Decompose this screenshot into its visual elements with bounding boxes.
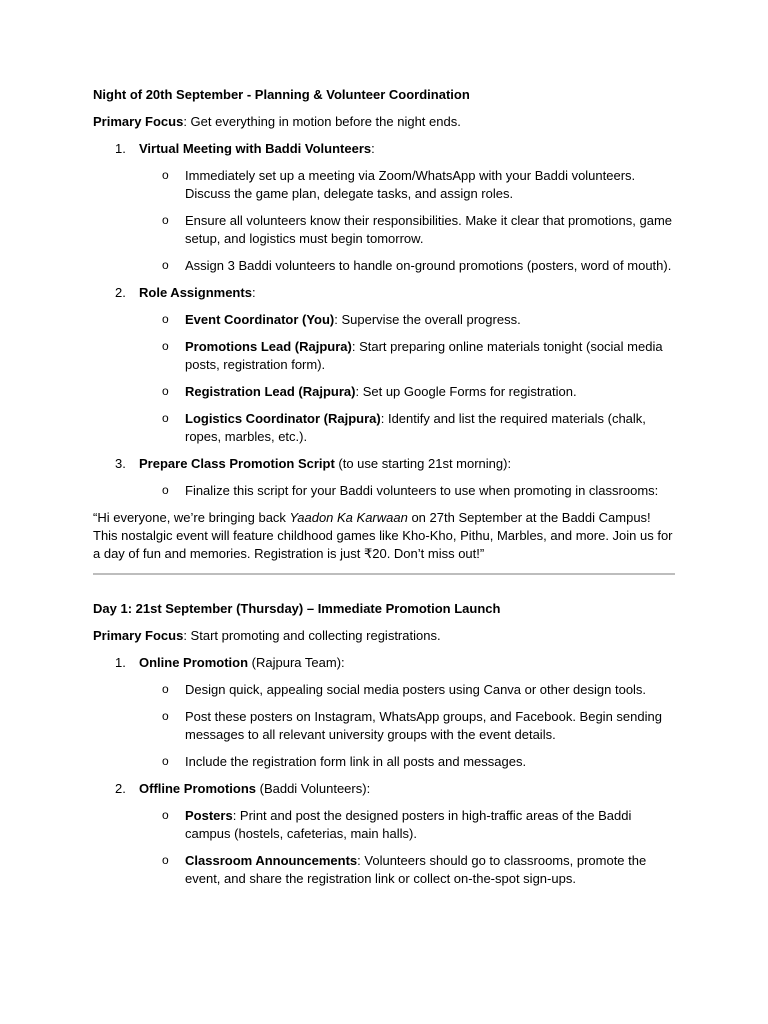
item-title: Offline Promotions [139, 781, 256, 796]
document-page [93, 86, 675, 897]
bullet-list [139, 482, 675, 500]
bullet-text: : Supervise the overall progress. [334, 312, 521, 327]
bullet-item [139, 753, 675, 771]
circle-bullet-icon: o [162, 168, 169, 182]
bullet-item [139, 681, 675, 699]
bullet-item [139, 257, 675, 275]
bullet-text: Ensure all volunteers know their responsibilities. Make it clear that promotions, game setup, and logistics must begin tomorrow. [185, 213, 673, 246]
item-title-suffix: (Rajpura Team): [248, 655, 345, 670]
item-title: Prepare Class Promotion Script [139, 456, 335, 471]
item-number: 2. [115, 781, 126, 796]
bullet-bold: Logistics Coordinator (Rajpura) [185, 411, 381, 426]
bullet-item [139, 852, 675, 888]
bullet-text: : Volunteers should go to classrooms, promote the event, and share the registration link or collect on-the-spot sign-ups. [185, 853, 647, 886]
promotion-script-quote [93, 509, 675, 563]
bullet-text: Include the registration form link in all posts and messages. [185, 754, 527, 769]
bullet-item [139, 338, 675, 374]
quote-text-end: on 27th September at the Baddi Campus! This nostalgic event will feature childhood games like Kho-Kho, Pithu, Marbles, and more. Join us for a day of fun and memories. Registration is just ₹20. Don’t miss out!” [93, 510, 673, 561]
bullet-bold: Promotions Lead (Rajpura) [185, 339, 352, 354]
section-heading: Day 1: 21st September (Thursday) – Immediate Promotion Launch [93, 601, 501, 616]
circle-bullet-icon: o [162, 339, 169, 353]
item-number: 3. [115, 456, 126, 471]
circle-bullet-icon: o [162, 411, 169, 425]
primary-focus [93, 113, 675, 131]
list-item [93, 780, 675, 888]
item-title-suffix: (Baddi Volunteers): [256, 781, 371, 796]
item-title: Online Promotion [139, 655, 249, 670]
quote-text-start: “Hi everyone, we’re bringing back [93, 510, 290, 525]
list-item [93, 654, 675, 771]
bullet-list [139, 167, 675, 275]
circle-bullet-icon: o [162, 258, 169, 272]
bullet-bold: Posters [185, 808, 233, 823]
bullet-item [139, 167, 675, 203]
list-item [93, 140, 675, 275]
circle-bullet-icon: o [162, 682, 169, 696]
focus-label: Primary Focus [93, 114, 184, 129]
circle-bullet-icon: o [162, 754, 169, 768]
bullet-text: Immediately set up a meeting via Zoom/WhatsApp with your Baddi volunteers. Discuss the game plan, delegate tasks, and assign roles. [185, 168, 636, 201]
circle-bullet-icon: o [162, 213, 169, 227]
circle-bullet-icon: o [162, 709, 169, 723]
bullet-item [139, 410, 675, 446]
bullet-item [139, 383, 675, 401]
bullet-item [139, 311, 675, 329]
bullet-text: Design quick, appealing social media posters using Canva or other design tools. [185, 682, 647, 697]
numbered-list [93, 140, 675, 500]
primary-focus [93, 627, 675, 645]
focus-text: : Start promoting and collecting registrations. [183, 628, 441, 643]
circle-bullet-icon: o [162, 312, 169, 326]
numbered-list [93, 654, 675, 888]
bullet-item [139, 708, 675, 744]
item-title-suffix: : [251, 285, 256, 300]
item-title-suffix: : [371, 141, 375, 156]
item-title-suffix: (to use starting 21st morning): [334, 456, 512, 471]
bullet-bold: Event Coordinator (You) [185, 312, 335, 327]
bullet-list [139, 807, 675, 888]
bullet-text: : Start preparing online materials tonight (social media posts, registration form). [185, 339, 663, 372]
list-item [93, 284, 675, 446]
circle-bullet-icon: o [162, 384, 169, 398]
circle-bullet-icon: o [162, 808, 169, 822]
bullet-text: : Set up Google Forms for registration. [355, 384, 577, 399]
item-number: 1. [115, 655, 126, 670]
item-number: 1. [115, 141, 126, 156]
event-name: Yaadon Ka Karwaan [289, 510, 408, 525]
bullet-text: : Identify and list the required materials (chalk, ropes, marbles, etc.). [185, 411, 646, 444]
focus-label: Primary Focus [93, 628, 184, 643]
item-title: Virtual Meeting with Baddi Volunteers [139, 141, 372, 156]
item-number: 2. [115, 285, 126, 300]
circle-bullet-icon: o [162, 483, 169, 497]
horizontal-divider [93, 573, 675, 575]
bullet-bold: Classroom Announcements [185, 853, 358, 868]
bullet-item [139, 807, 675, 843]
bullet-text: Assign 3 Baddi volunteers to handle on-ground promotions (posters, word of mouth). [185, 258, 672, 273]
bullet-text: Post these posters on Instagram, WhatsApp groups, and Facebook. Begin sending messages to all relevant university groups with the event details. [185, 709, 662, 742]
bullet-text: Finalize this script for your Baddi volunteers to use when promoting in classrooms: [185, 483, 659, 498]
focus-text: : Get everything in motion before the night ends. [183, 114, 461, 129]
item-title: Role Assignments [139, 285, 252, 300]
circle-bullet-icon: o [162, 853, 169, 867]
bullet-item [139, 482, 675, 500]
section-heading: Night of 20th September - Planning & Volunteer Coordination [93, 87, 470, 102]
bullet-text: : Print and post the designed posters in high-traffic areas of the Baddi campus (hostels, cafeterias, main halls). [185, 808, 632, 841]
bullet-list [139, 681, 675, 771]
bullet-bold: Registration Lead (Rajpura) [185, 384, 356, 399]
list-item [93, 455, 675, 500]
bullet-list [139, 311, 675, 446]
bullet-item [139, 212, 675, 248]
